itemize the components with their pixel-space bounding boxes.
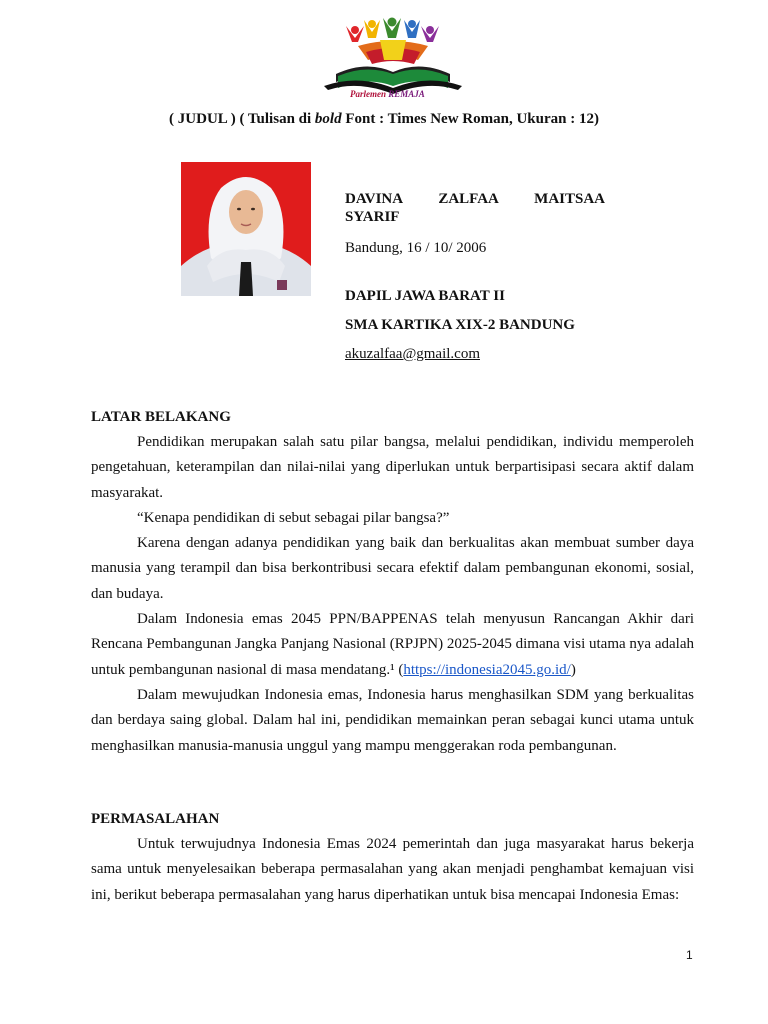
student-name-line1: DAVINA ZALFAA MAITSAA bbox=[345, 191, 605, 207]
profile-info bbox=[345, 190, 605, 363]
paragraph: Dalam mewujudkan Indonesia emas, Indonesia harus menghasilkan SDM yang berkualitas dan berdaya saing global. Dalam hal ini, pendidikan memainkan peran sebagai kunci utama untuk menghasilkan manusia-manusia unggul yang mampu menggerakan roda pembangunan. bbox=[91, 686, 694, 754]
page-number: 1 bbox=[686, 948, 693, 962]
paragraph-text: Dalam Indonesia emas 2045 PPN/BAPPENAS telah menyusun Rancangan Akhir dari Rencana Pembangunan Jangka Panjang Nasional (RPJPN) 2025-2045 dimana visi utama nya adalah untuk pembangunan nasional di masa mendatang.¹ ( bbox=[91, 611, 694, 678]
paragraph: Karena dengan adanya pendidikan yang baik dan berkualitas akan membuat sumber daya manusia yang terampil dan bisa berkontribusi secara efektif dalam pembangunan ekonomi, sosial, dan budaya. bbox=[91, 535, 694, 602]
birth-place-date: Bandung, 16 / 10/ 2006 bbox=[345, 240, 487, 256]
logo-text bbox=[350, 89, 460, 99]
paragraph: Pendidikan merupakan salah satu pilar bangsa, melalui pendidikan, individu memperoleh pengetahuan, keterampilan dan nilai-nilai yang diperlukan untuk berpartisipasi secara aktif dalam masyarakat. bbox=[91, 434, 694, 501]
document-title bbox=[0, 111, 768, 128]
heading-latar-belakang: LATAR BELAKANG bbox=[91, 409, 231, 425]
electoral-district: DAPIL JAWA BARAT II bbox=[345, 288, 505, 304]
logo-text-parlemen: Parlemen bbox=[350, 89, 386, 99]
email-link[interactable]: akuzalfaa@gmail.com bbox=[345, 346, 480, 362]
reference-link[interactable]: https://indonesia2045.go.id/ bbox=[403, 661, 571, 678]
title-part2: Font : Times New Roman, Ukuran : 12) bbox=[341, 111, 599, 127]
title-part1: ( JUDUL ) ( Tulisan di bbox=[169, 111, 315, 127]
paragraph-close: ) bbox=[570, 661, 576, 678]
logo-figures bbox=[346, 18, 439, 65]
title-italic: bold bbox=[314, 111, 342, 127]
paragraph: Untuk terwujudnya Indonesia Emas 2024 pemerintah dan juga masyarakat harus bekerja sama untuk menyelesaikan beberapa permasalahan yang akan menjadi penghambat kemajuan visi ini, berikut beberapa permasalahan yang harus diperhatikan untuk bisa mencapai Indonesia Emas: bbox=[91, 836, 694, 903]
student-name-line2: SYARIF bbox=[345, 209, 400, 225]
paragraph-question: “Kenapa pendidikan di sebut sebagai pilar bangsa?” bbox=[137, 509, 450, 526]
section-permasalahan bbox=[91, 807, 694, 908]
school-name: SMA KARTIKA XIX-2 BANDUNG bbox=[345, 317, 575, 333]
logo-text-remaja: REMAJA bbox=[388, 89, 425, 99]
student-portrait bbox=[181, 162, 311, 296]
paragraph-with-link bbox=[91, 607, 694, 683]
heading-permasalahan: PERMASALAHAN bbox=[91, 811, 220, 827]
section-latar-belakang bbox=[91, 405, 694, 759]
